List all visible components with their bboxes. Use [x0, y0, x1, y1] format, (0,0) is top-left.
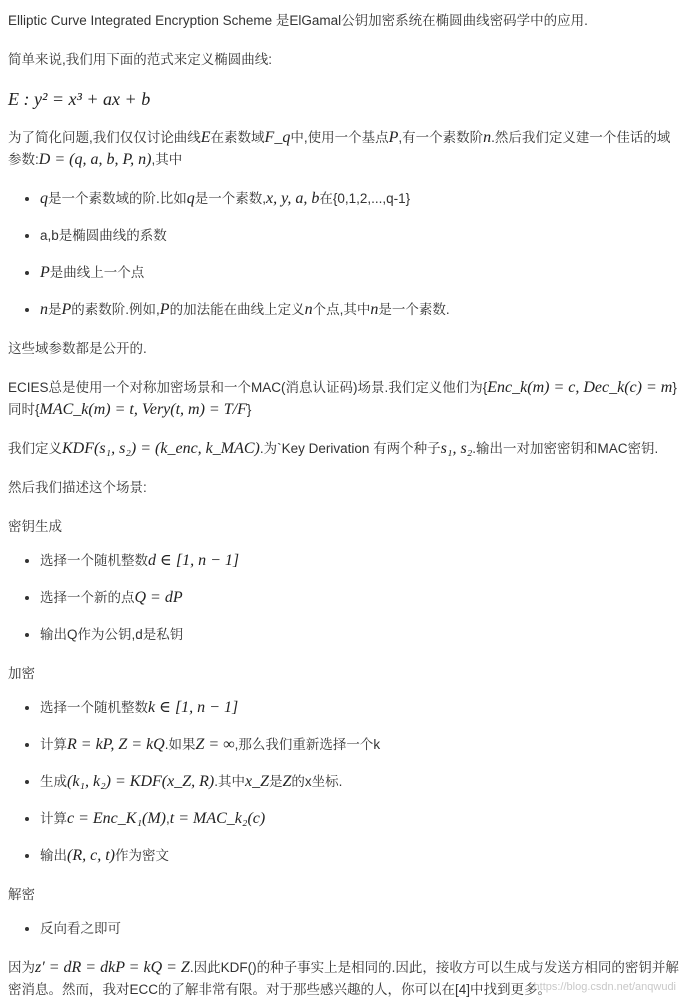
text-fragment: ,有一个素数阶 [398, 130, 484, 145]
math-expression: q [186, 190, 195, 207]
math-expression: R = kP, Z = kQ [67, 736, 165, 753]
math-expression: t = MAC_k₂(c) [169, 810, 266, 827]
math-expression: q [40, 190, 48, 207]
text-fragment: 在{0,1,2,...,q-1} [319, 191, 411, 206]
list-item [40, 771, 682, 793]
text-fragment: a,b是椭圆曲线的系数 [40, 228, 167, 243]
text-fragment: 是一个素数. [378, 302, 450, 317]
scene-paragraph: 然后我们描述这个场景: [8, 480, 147, 495]
math-expression: D = (q, a, b, P, n) [38, 151, 152, 168]
text-fragment: 是 [48, 302, 62, 317]
text-fragment: 计算 [40, 737, 67, 752]
text-fragment: 输出 [40, 848, 67, 863]
text-fragment: 是 [268, 774, 283, 789]
math-expression: P [388, 129, 399, 146]
list-item [40, 188, 682, 210]
list-item [40, 262, 682, 284]
math-expression: F_q [264, 129, 291, 146]
math-expression: n [304, 301, 313, 318]
public-params-paragraph: 这些域参数都是公开的. [8, 341, 147, 356]
math-expression: (k₁, k₂) = KDF(x_Z, R) [67, 773, 215, 790]
math-expression: s₁, s₂ [440, 440, 473, 457]
list-item [40, 918, 682, 940]
intro-paragraph: Elliptic Curve Integrated Encryption Scheme 是ElGamal公钥加密系统在椭圆曲线密码学中的应用. [8, 13, 588, 28]
keygen-list [8, 550, 682, 646]
list-item [40, 808, 682, 830]
text-fragment: 输出Q作为公钥,d是私钥 [40, 627, 184, 642]
list-item [40, 299, 682, 321]
text-fragment: 作为密文 [114, 848, 169, 863]
math-expression: KDF(s₁, s₂) = (k_enc, k_MAC) [62, 440, 260, 457]
math-expression: P [61, 301, 72, 318]
text-fragment: .然后我们定义建一个佳话的域参数: [8, 130, 671, 167]
params-list [8, 188, 682, 321]
text-fragment: 的x坐标. [291, 774, 343, 789]
text-fragment: .其中 [214, 774, 245, 789]
text-fragment: 计算 [40, 811, 67, 826]
text-fragment: 选择一个新的点 [40, 590, 135, 605]
params-paragraph [8, 127, 682, 171]
text-fragment: 我们定义 [8, 441, 62, 456]
final-paragraph [8, 957, 682, 1001]
text-fragment: 因为 [8, 960, 35, 975]
keygen-heading: 密钥生成 [8, 519, 62, 534]
text-fragment: .因此KDF()的种子事实上是相同的.因此，接收方可以生成与发送方相同的密钥并解密消息。然而，我对ECC的了解非常有限。对于那些感兴趣的人，你可以在[4]中找到更多。 [8, 960, 679, 997]
encrypt-heading: 加密 [8, 666, 35, 681]
math-expression: d ∈ [1, n − 1] [148, 552, 240, 569]
text-fragment: .为`Key Derivation 有两个种子 [259, 441, 441, 456]
encrypt-list [8, 697, 682, 867]
math-expression: n [483, 129, 492, 146]
list-item [40, 225, 682, 247]
text-fragment: 是一个素数, [194, 191, 267, 206]
curve-intro-paragraph: 简单来说,我们用下面的范式来定义椭圆曲线: [8, 52, 273, 67]
math-expression: n [370, 301, 379, 318]
math-expression: k ∈ [1, n − 1] [148, 699, 239, 716]
text-fragment: 中,使用一个基点 [290, 130, 389, 145]
text-fragment: 为了简化问题,我们仅仅讨论曲线 [8, 130, 201, 145]
text-fragment: .输出一对加密密钥和MAC密钥. [472, 441, 659, 456]
decrypt-heading: 解密 [8, 887, 35, 902]
text-fragment: ,其中 [151, 152, 183, 167]
math-expression: Z [282, 773, 292, 790]
text-fragment: 反向看之即可 [40, 921, 121, 936]
kdf-paragraph [8, 438, 682, 460]
list-item [40, 624, 682, 646]
text-fragment: 是一个素数域的阶.比如 [48, 191, 187, 206]
text-fragment: 选择一个随机整数 [40, 553, 148, 568]
math-expression: E [200, 129, 211, 146]
watermark: https://blog.csdn.net/anqwudi [533, 981, 676, 993]
text-fragment: 的素数阶.例如, [71, 302, 160, 317]
math-expression: x, y, a, b [266, 190, 320, 207]
text-fragment: 选择一个随机整数 [40, 700, 148, 715]
text-fragment: , [166, 811, 170, 826]
math-expression: Z = ∞ [195, 736, 235, 753]
math-expression: P [159, 301, 170, 318]
text-fragment: 的加法能在曲线上定义 [169, 302, 305, 317]
list-item [40, 734, 682, 756]
math-expression: Enc_k(m) = c, Dec_k(c) = m [487, 379, 673, 396]
text-fragment: }同时{ [8, 380, 677, 417]
list-item [40, 845, 682, 867]
list-item [40, 550, 682, 572]
text-fragment: ECIES总是使用一个对称加密场景和一个MAC(消息认证码)场景.我们定义他们为{ [8, 380, 488, 395]
list-item [40, 697, 682, 719]
math-expression: c = Enc_K₁(M) [67, 810, 166, 827]
text-fragment: ,那么我们重新选择一个k [234, 737, 381, 752]
math-expression: (R, c, t) [67, 847, 115, 864]
curve-equation: E : y² = x³ + ax + b [8, 89, 151, 109]
text-fragment: .如果 [164, 737, 196, 752]
math-expression: z′ = dR = dkP = kQ = Z [35, 959, 190, 976]
text-fragment: 是曲线上一个点 [49, 265, 145, 280]
decrypt-list [8, 918, 682, 940]
math-expression: P [40, 264, 50, 281]
list-item [40, 587, 682, 609]
text-fragment: 在素数域 [210, 130, 265, 145]
math-expression: MAC_k(m) = t, Very(t, m) = T/F [39, 401, 247, 418]
math-expression: n [40, 301, 48, 318]
ecies-paragraph [8, 377, 682, 421]
text-fragment: } [246, 402, 252, 417]
text-fragment: 生成 [40, 774, 67, 789]
math-expression: x_Z [244, 773, 269, 790]
text-fragment: 个点,其中 [312, 302, 371, 317]
math-expression: Q = dP [134, 589, 183, 606]
